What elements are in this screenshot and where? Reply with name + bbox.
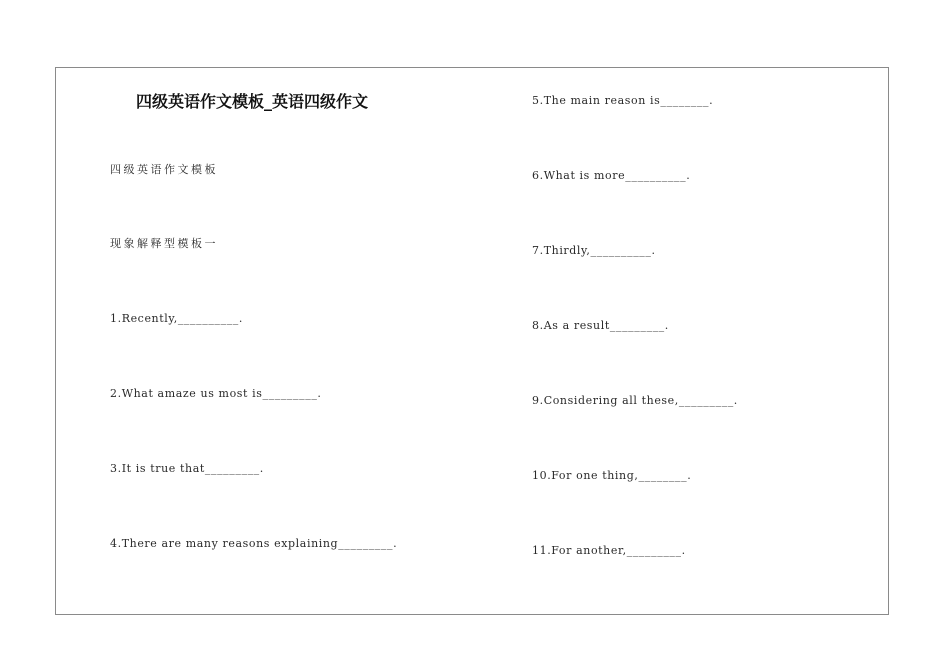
template-line-10: 10.For one thing,________. (532, 469, 692, 482)
template-line-1: 1.Recently,__________. (110, 312, 243, 325)
template-line-4: 4.There are many reasons explaining_________. (110, 537, 398, 550)
template-line-9: 9.Considering all these,_________. (532, 394, 738, 407)
template-line-7: 7.Thirdly,__________. (532, 244, 656, 257)
document-title: 四级英语作文模板_英语四级作文 (136, 92, 369, 111)
template-line-2: 2.What amaze us most is_________. (110, 387, 322, 400)
section-heading: 现象解释型模板一 (110, 237, 218, 250)
template-line-3: 3.It is true that_________. (110, 462, 264, 475)
document-subtitle: 四级英语作文模板 (110, 163, 218, 176)
template-line-6: 6.What is more__________. (532, 169, 691, 182)
template-line-8: 8.As a result_________. (532, 319, 669, 332)
template-line-5: 5.The main reason is________. (532, 94, 714, 107)
template-line-11: 11.For another,_________. (532, 544, 686, 557)
page-frame (55, 67, 889, 615)
